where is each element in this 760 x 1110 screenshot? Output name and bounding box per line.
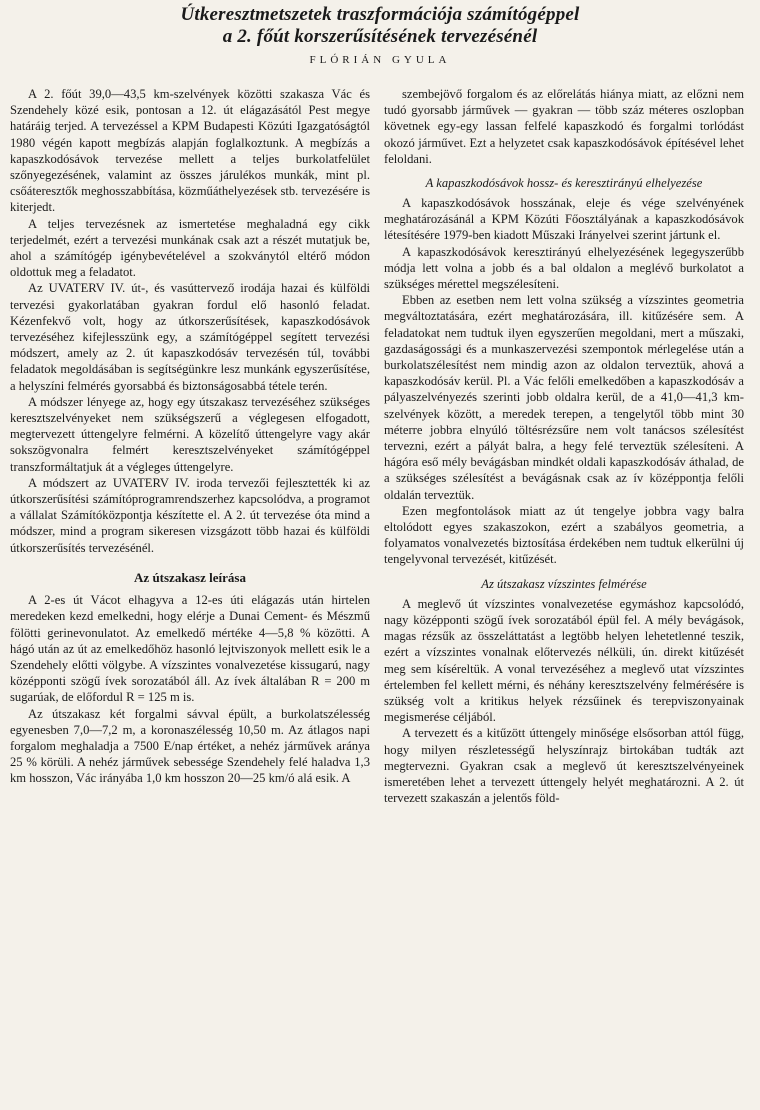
paragraph: szembejövő forgalom és az előrelátás hiánya miatt, az előzni nem tudó gyorsabb járművek — gyakran — több száz méteres oszlopban követnek egy-egy lassan felfelé kapaszkodó és forgalmi torlódást okozó járművet. Ezt a helyzetet csak kapaszkodósávok építésével lehet feloldani. — [384, 87, 744, 166]
paragraph: A teljes tervezésnek az ismertetése meghaladná egy cikk terjedelmét, ezért a tervezési munkának csak azt a részét mutatjuk be, ahol a számítógép igénybevételével a szokványtól eltérő módon oldottuk meg a feladatot. — [10, 216, 370, 280]
paragraph: A kapaszkodósávok keresztirányú elhelyezésének legegyszerűbb módja lett volna a jobb és a bal oldalon a meglévő burkolatot a szükséges mérettel megszélesíteni. — [384, 244, 744, 292]
subsection-heading: A kapaszkodósávok hossz- és keresztirányú elhelyezése — [425, 176, 703, 191]
left-column — [10, 86, 370, 806]
paragraph: A tervezett és a kitűzött úttengely minősége elsősorban attól függ, hogy milyen részletességű helyszínrajz birtokában tudták azt megtervezni. Gyakran csak a meglevő út keresztszelvényeinek ismeretében lehet a tervezett úttengely helyét meghatározni. A 2. út tervezett szakaszán a jelentős föld- — [384, 726, 744, 806]
title-line-2: a 2. főút korszerűsítésének tervezésénél — [222, 26, 538, 47]
title-line-1: Útkeresztmetszetek traszformációja számítógéppel — [180, 4, 580, 25]
paragraph: A kapaszkodósávok hosszának, eleje és vége szelvényének meghatározásánál a KPM Közúti Főosztályának a kapaszkodósávok létesítésére 1979-ben kiadott Műszaki Irányelvei szerint jártunk el. — [384, 196, 744, 243]
article-title — [10, 4, 750, 48]
subsection-heading: Az útszakasz vízszintes felmérése — [481, 576, 647, 591]
paragraph: A módszer lényege az, hogy egy útszakasz tervezéséhez szükséges keresztszelvényeket nem szükségszerű a véglegesen elfogadott, megtervezett úttengelyre felmérni. A közelítő úttengelyre vagy akár sokszögvonalra felmért keresztszelvényeket számítógéppel transzformáltatjuk át a végleges úttengelyre. — [10, 394, 370, 474]
paragraph: Ezen megfontolások miatt az út tengelye jobbra vagy balra eltolódott egyes szakaszokon, ezért a szabályos geometria, a folyamatos vonalvezetés biztosítása érdekében nem tudtuk elkerülni új tengelyvonal tervezését, kitűzését. — [384, 503, 744, 567]
paragraph: Ebben az esetben nem lett volna szükség a vízszintes geometria megváltoztatására, ezért meghatározására, ill. kitűzésére sem. A feladatokat nem tudtuk ilyen egyszerűen megoldani, mert a műszaki, gazdaságossági és a munkaszervezési szempontok mérlegelése után a burkolatszélesítést nem mindig azon az oldalon terveztük, ahová a kapaszkodósáv kerül. Pl. a Vác felőli emelkedőben a kapaszkodósáv a pályaszelvényezés szerinti jobb oldalra kerül, de a 41,0—41,3 km-szelvények között, a meredek terepen, a tengelytől több mint 30 méterre jobbra elnyúló töltésrézsűre nem volt tanácsos szélesítést tervezni, ezért a pályát balra, a hegy felé terveztük szélesíteni. A hágóra eső mély bevágásban mindkét oldali kapaszkodósáv áthalad, de a szükséges szélesítést a bevágásnak csak az ív középpontja felőli oldalán terveztük. — [384, 293, 744, 502]
paragraph: A 2. főút 39,0—43,5 km-szelvények közötti szakasza Vác és Szendehely közé esik, pontosan a 12. út elágazásától Pest megye határáig terjed. A tervezéssel a KPM Budapesti Közúti Igazgatóságtól 1980 végén kapott megbízás alapján foglalkoztunk. A megbízás a kapaszkodósávok tervezése mellett a teljes burkolatfelület szőnyegezésének, valamint az összes járulékos munkák, mint pl. csőáteresztők meghosszabbítása, közműáthelyezések stb. tervezésére is kiterjedt. — [10, 87, 370, 215]
right-column — [384, 86, 744, 806]
paragraph: A módszert az UVATERV IV. iroda tervezői fejlesztették ki az útkorszerűsítési számítóprogramrendszerhez kapcsolódva, a programot a vállalat Számítóközpontja készítette el. A 2. út tervezése óta mind a módszer, mind a program sikeresen vizsgázott több hazai és külföldi útkorszerűsítés tervezésénél. — [10, 475, 370, 555]
paragraph: Az UVATERV IV. út-, és vasúttervező irodája hazai és külföldi tervezési gyakorlatában gyakran fordul elő hasonló feladat. Kézenfekvő volt, hogy az útkorszerűsítések, kapaszkodósávok tervezéséhez kifejlesszünk egy, a számítógéppel segített tervezési módszert, amely az 2. út kapaszkodósáv tervezésén túl, további feladatok megoldásában is segítségünkre lesz munkánk egyszerűsítése, a helyszíni felmérés gyorsabbá és biztonságosabbá tétele terén. — [10, 281, 370, 393]
paragraph: A 2-es út Vácot elhagyva a 12-es úti elágazás után hirtelen meredeken kezd emelkedni, hogy elérje a Dunai Cement- és Mészmű fölötti gerinevonulatot. Az emelkedő mértéke 4—5,8 % közötti. A hágó után az út az emelkedőhöz hasonló lejtviszonyok mellett esik le a Szendehely előtti völgybe. A vízszintes vonalvezetése kissugarú, nagy középponti szögű ívek sorozatából áll. Az ívek általában R = 200 m sugarúak, de előfordul R = 125 m is. — [10, 593, 370, 705]
paragraph: Az útszakasz két forgalmi sávval épült, a burkolatszélesség egyenesben 7,0—7,2 m, a koronaszélesség 10,50 m. Az átlagos napi forgalom meghaladja a 7500 E/nap értéket, a nehéz járművek aránya 25 % körüli. A nehéz járművek sebessége Szendehely felé haladva 1,3 km hosszon, Vác irányába 1,0 km hosszon 20—25 km/ó alá esik. A — [10, 706, 370, 786]
article-body — [10, 86, 750, 806]
author: FLÓRIÁN GYULA — [309, 54, 451, 66]
paragraph: A meglevő út vízszintes vonalvezetése egymáshoz kapcsolódó, nagy középponti szögű ívek sorozatából épül fel. A mély bevágások, magas rézsűk az összeláttatást a legtöbb helyen lehetetlenné teszik, ezért a vízszintes vonalnak előtervezés nélküli, ún. direkt kitűzését meg sem kíséreltük. A vonal tervezéséhez a meglevő utat vízszintes értelemben fel kellett mérni, és néhány keresztszelvény felmérésére is szükség volt a kritikus helyek rézsűinek és terepviszonyainak megismerése céljából. — [384, 596, 744, 725]
section-heading: Az útszakasz leírása — [134, 569, 246, 585]
